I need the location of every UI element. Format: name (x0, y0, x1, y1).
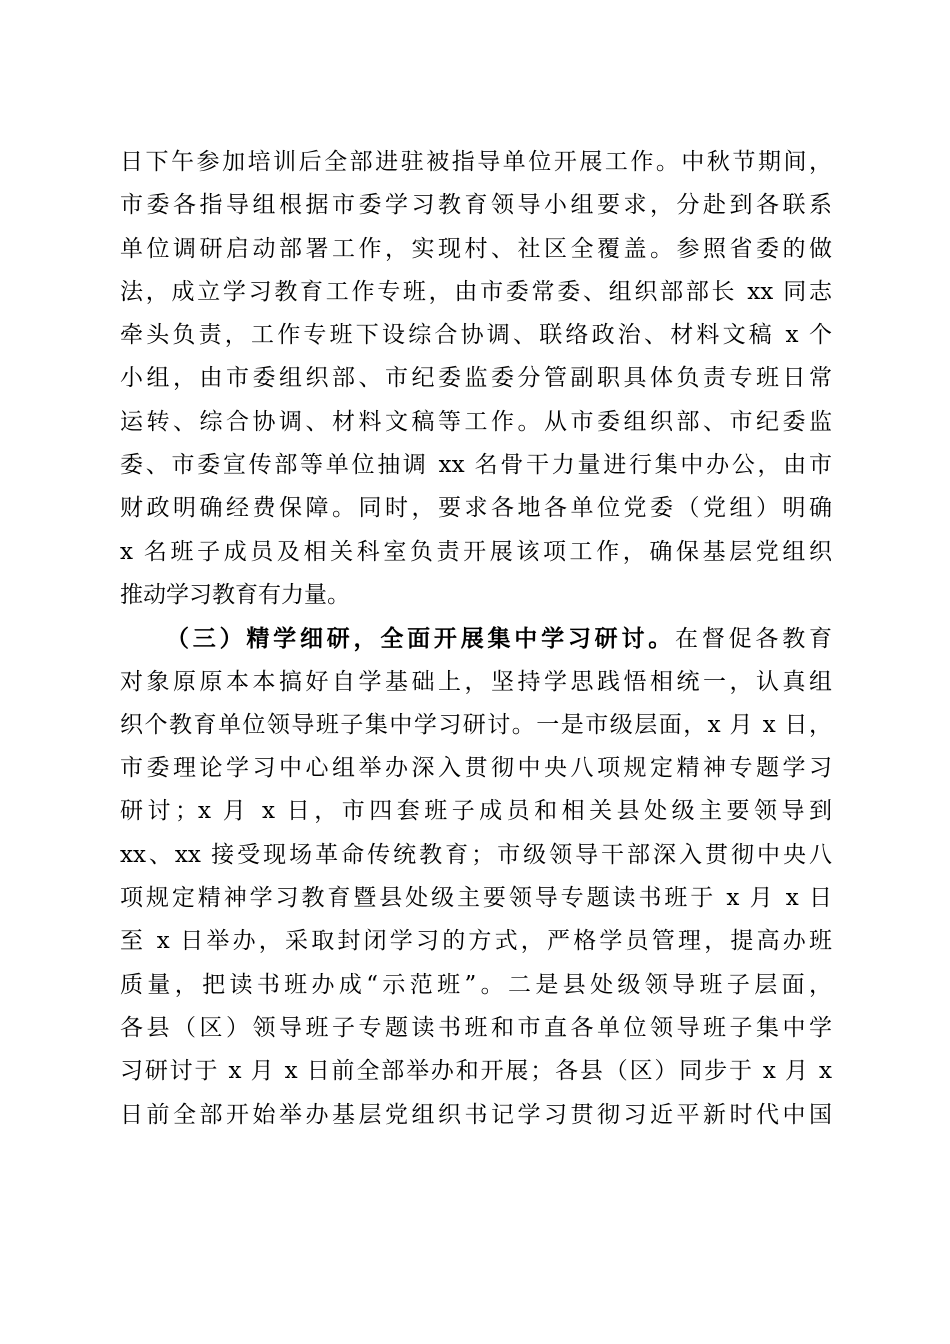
text-line (120, 617, 832, 660)
text-line: 市委理论学习中心组举办深入贯彻中央八项规定精神专题学习 (120, 755, 832, 782)
text-line: 项规定精神学习教育暨县处级主要领导专题读书班于 x 月 x 日 (120, 885, 832, 912)
text-line: xx、xx 接受现场革命传统教育；市级领导干部深入贯彻中央八 (120, 841, 832, 868)
text-line: 习研讨于 x 月 x 日前全部举办和开展；各县（区）同步于 x 月 x (120, 1058, 832, 1085)
paragraph-2 (120, 617, 832, 1137)
text-line: 牵头负责，工作专班下设综合协调、联络政治、材料文稿 x 个 (120, 322, 832, 349)
text-line: 市委各指导组根据市委学习教育领导小组要求，分赴到各联系 (120, 192, 832, 219)
document-page (120, 141, 832, 1137)
text-line: 各县（区）领导班子专题读书班和市直各单位领导班子集中学 (120, 1014, 832, 1041)
text-line: 日前全部开始举办基层党组织书记学习贯彻习近平新时代中国 (120, 1101, 832, 1128)
text-line: 小组，由市委组织部、市纪委监委分管副职具体负责专班日常 (120, 365, 832, 392)
text-line: 单位调研启动部署工作，实现村、社区全覆盖。参照省委的做 (120, 235, 832, 262)
text-line: 运转、综合协调、材料文稿等工作。从市委组织部、市纪委监 (120, 408, 832, 435)
text-line: 对象原原本本搞好自学基础上，坚持学思践悟相统一，认真组 (120, 668, 832, 695)
text-line: 财政明确经费保障。同时，要求各地各单位党委（党组）明确 (120, 495, 832, 522)
text-line: 研讨；x 月 x 日，市四套班子成员和相关县处级主要领导到 (120, 798, 832, 825)
section-heading: （三）精学细研，全面开展集中学习研讨。 (166, 625, 676, 653)
text-line: x 名班子成员及相关科室负责开展该项工作，确保基层党组织 (120, 538, 832, 565)
text-line: 委、市委宣传部等单位抽调 xx 名骨干力量进行集中办公，由市 (120, 452, 832, 479)
text-line: 织个教育单位领导班子集中学习研讨。一是市级层面，x 月 x 日， (120, 711, 832, 738)
heading-line-text: 在督促各教育 (675, 626, 833, 653)
text-line: 至 x 日举办，采取封闭学习的方式，严格学员管理，提高办班 (120, 928, 832, 955)
text-line: 法，成立学习教育工作专班，由市委常委、组织部部长 xx 同志 (120, 278, 832, 305)
paragraph-1 (120, 141, 832, 617)
text-line: 质量，把读书班办成“示范班”。二是县处级领导班子层面， (120, 971, 832, 998)
text-line: 推动学习教育有力量。 (120, 581, 350, 608)
text-line: 日下午参加培训后全部进驻被指导单位开展工作。中秋节期间， (120, 149, 832, 175)
